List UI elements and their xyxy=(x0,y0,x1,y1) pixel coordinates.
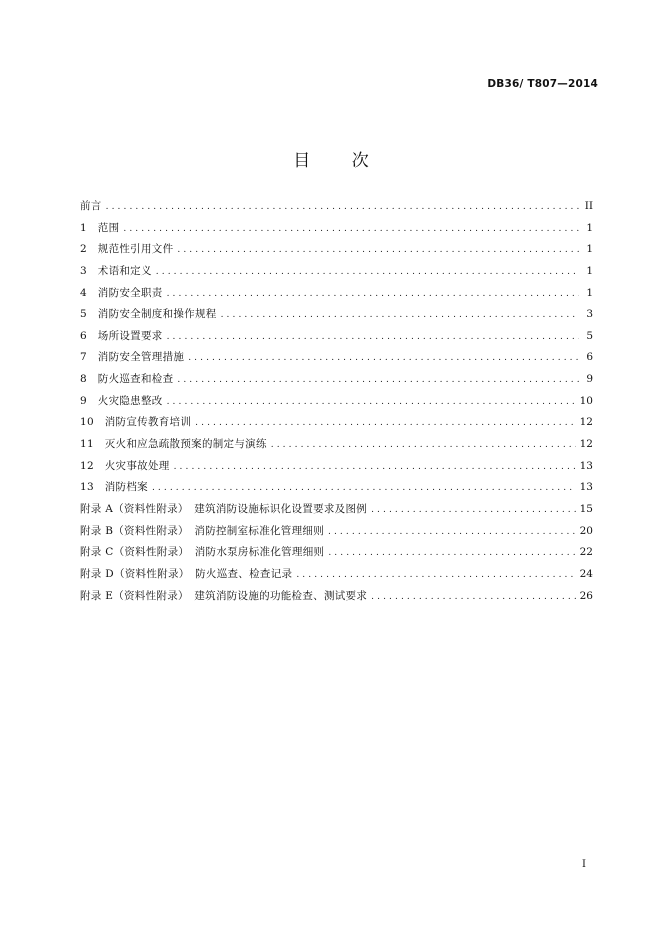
toc-entry-label: 3 术语和定义 xyxy=(80,264,152,277)
toc-dot-leader xyxy=(167,289,579,299)
toc-entry[interactable] xyxy=(80,566,593,588)
toc-entry[interactable] xyxy=(80,588,593,610)
toc-entry-page: 15 xyxy=(579,502,593,515)
toc-entry-label: 9 火灾隐患整改 xyxy=(80,394,163,407)
toc-dot-leader xyxy=(156,267,579,277)
toc-dot-leader xyxy=(174,462,576,472)
toc-entry-page: 5 xyxy=(586,329,593,342)
toc-dot-leader xyxy=(221,310,579,320)
toc-entry-label: 7 消防安全管理措施 xyxy=(80,351,185,364)
toc-entry-label: 13 消防档案 xyxy=(80,481,148,494)
toc-dot-leader xyxy=(123,224,579,234)
toc-entry-label: 8 防火巡查和检查 xyxy=(80,373,174,386)
toc-entry-page: 1 xyxy=(586,243,593,256)
toc-entry[interactable] xyxy=(80,328,593,350)
toc-entry-label: 10 消防宣传教育培训 xyxy=(80,416,192,429)
toc-entry[interactable] xyxy=(80,198,593,220)
page-title: 目 次 xyxy=(293,151,387,171)
toc-entry-label: 附录 B（资料性附录） 消防控制室标准化管理细则 xyxy=(80,524,325,537)
toc-entry[interactable] xyxy=(80,306,593,328)
toc-entry-page: 10 xyxy=(579,394,593,407)
toc-entry-page: 13 xyxy=(579,459,593,472)
toc-entry-label: 11 灭火和应急疏散预案的制定与演练 xyxy=(80,438,267,451)
document-code: DB36/ T807—2014 xyxy=(487,78,598,90)
toc-entry-page: 6 xyxy=(586,351,593,364)
toc-dot-leader xyxy=(328,527,576,537)
toc-entry-page: 1 xyxy=(586,221,593,234)
toc-entry[interactable] xyxy=(80,371,593,393)
toc-entry[interactable] xyxy=(80,414,593,436)
toc-entry[interactable] xyxy=(80,458,593,480)
toc-entry[interactable] xyxy=(80,523,593,545)
toc-dot-leader xyxy=(167,397,576,407)
page-number: I xyxy=(582,859,586,870)
toc-entry[interactable] xyxy=(80,241,593,263)
toc-entry-label: 附录 C（资料性附录） 消防水泵房标准化管理细则 xyxy=(80,546,325,559)
toc-entry[interactable] xyxy=(80,263,593,285)
toc-entry-page: 24 xyxy=(579,567,593,580)
toc-entry-label: 4 消防安全职责 xyxy=(80,286,163,299)
toc-dot-leader xyxy=(167,332,579,342)
table-of-contents xyxy=(80,198,593,609)
toc-entry-page: 20 xyxy=(579,524,593,537)
toc-dot-leader xyxy=(328,548,575,558)
toc-dot-leader xyxy=(177,245,579,255)
toc-entry[interactable] xyxy=(80,436,593,458)
toc-dot-leader xyxy=(371,592,575,602)
toc-dot-leader xyxy=(296,570,575,580)
toc-dot-leader xyxy=(188,353,579,363)
toc-entry-page: II xyxy=(584,200,593,212)
toc-dot-leader xyxy=(371,505,576,515)
toc-entry-label: 5 消防安全制度和操作规程 xyxy=(80,308,217,321)
toc-entry-page: 1 xyxy=(586,286,593,299)
toc-dot-leader xyxy=(152,483,576,493)
toc-entry[interactable] xyxy=(80,220,593,242)
toc-entry[interactable] xyxy=(80,544,593,566)
toc-entry-label: 12 火灾事故处理 xyxy=(80,459,170,472)
toc-entry-page: 3 xyxy=(586,308,593,321)
toc-entry-page: 13 xyxy=(579,481,593,494)
toc-entry-page: 22 xyxy=(579,546,593,559)
toc-entry[interactable] xyxy=(80,393,593,415)
toc-entry[interactable] xyxy=(80,349,593,371)
toc-dot-leader xyxy=(195,418,575,428)
toc-entry-label: 2 规范性引用文件 xyxy=(80,243,174,256)
toc-entry-page: 12 xyxy=(579,416,593,429)
toc-entry-label: 1 范围 xyxy=(80,221,120,234)
toc-entry-label: 6 场所设置要求 xyxy=(80,329,163,342)
toc-entry-page: 12 xyxy=(579,438,593,451)
toc-dot-leader xyxy=(271,440,576,450)
toc-entry-label: 附录 D（资料性附录） 防火巡查、检查记录 xyxy=(80,567,293,580)
toc-dot-leader xyxy=(106,202,579,212)
toc-entry-page: 9 xyxy=(586,373,593,386)
toc-entry-page: 26 xyxy=(579,589,593,602)
toc-entry[interactable] xyxy=(80,479,593,501)
toc-entry-label: 前言 xyxy=(80,200,102,212)
toc-entry-page: 1 xyxy=(586,264,593,277)
toc-entry[interactable] xyxy=(80,285,593,307)
toc-entry-label: 附录 E（资料性附录） 建筑消防设施的功能检查、测试要求 xyxy=(80,589,368,602)
toc-dot-leader xyxy=(177,375,579,385)
toc-entry[interactable] xyxy=(80,501,593,523)
toc-entry-label: 附录 A（资料性附录） 建筑消防设施标识化设置要求及图例 xyxy=(80,502,368,515)
